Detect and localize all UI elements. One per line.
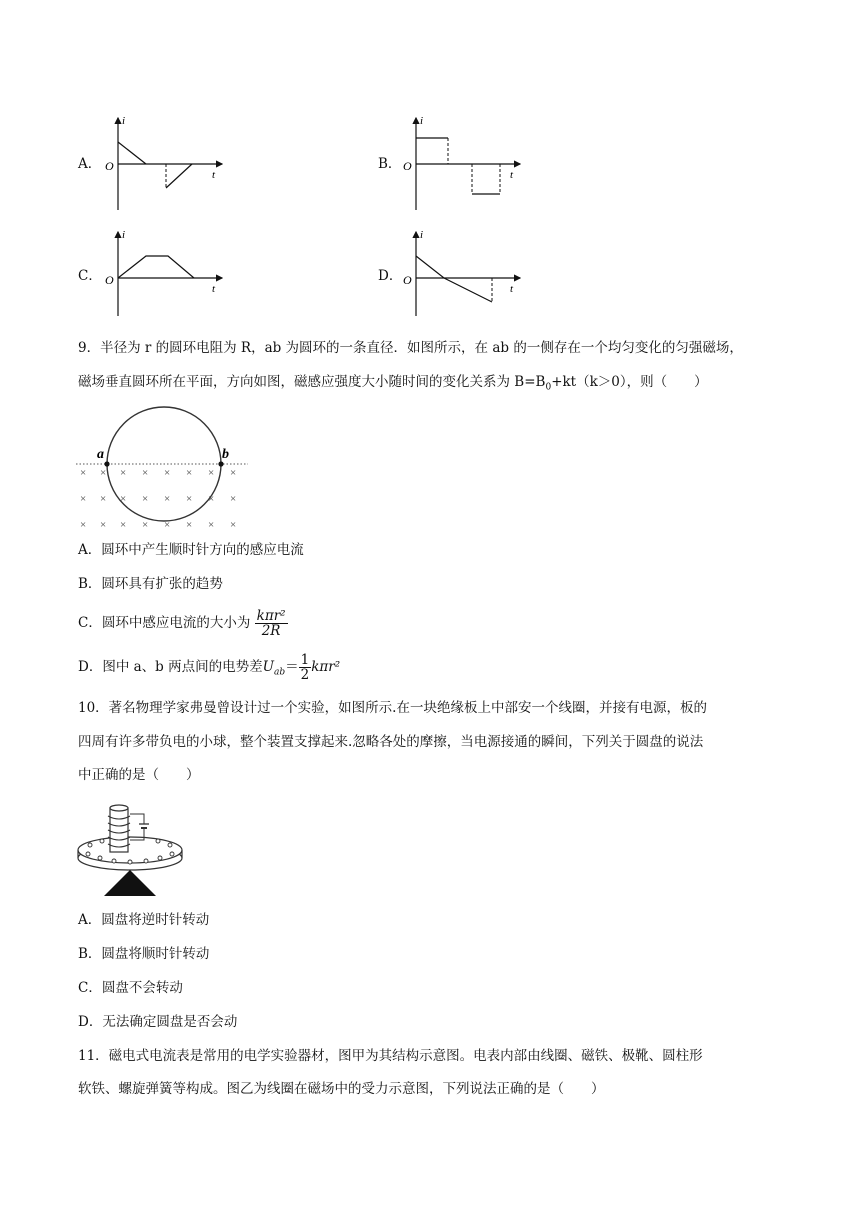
svg-text:×: × [186, 493, 193, 505]
q8-option-b-letter: B． [378, 156, 402, 172]
q9-option-c: C．圆环中感应电流的大小为 $\frac{\text{kπr²}}{2R}$ [78, 608, 286, 639]
point-b [218, 461, 223, 466]
origin-label: O [105, 159, 114, 173]
svg-text:×: × [230, 519, 237, 531]
y-axis-label: i [122, 229, 126, 241]
x-axis-label: t [510, 169, 514, 181]
support-triangle [104, 870, 156, 896]
q8-graph-a [102, 112, 232, 214]
q11-stem-line1: 11．磁电式电流表是常用的电学实验器材，图甲为其结构示意图。电表内部由线圈、磁铁、极靴、圆柱形 [78, 1048, 703, 1064]
q9-figure [76, 402, 248, 536]
x-axis-label: t [212, 169, 216, 181]
point-a [104, 461, 109, 466]
origin-label: O [403, 159, 412, 173]
svg-text:×: × [100, 519, 107, 531]
q10-stem-line1: 10．著名物理学家弗曼曾设计过一个实验，如图所示.在一块绝缘板上中部安一个线圈，并接有电源，板的 [78, 700, 707, 716]
svg-text:×: × [100, 467, 107, 479]
svg-text:×: × [186, 519, 193, 531]
q9-option-d: D．图中 a、b 两点间的电势差$U_{ab}=$ $\frac{1}{2}$ kπr² [78, 652, 341, 683]
q10-figure [74, 800, 186, 900]
q8-graph-c [102, 226, 232, 320]
label-b: b [222, 447, 229, 462]
current-curve-negative [166, 164, 192, 188]
q10-option-d: D．无法确定圆盘是否会动 [78, 1014, 238, 1030]
q10-option-c: C．圆盘不会转动 [78, 980, 183, 996]
q10-stem-line2: 四周有许多带负电的小球，整个装置支撑起来.忽略各处的摩擦，当电源接通的瞬间，下列关于圆盘的说法 [78, 734, 704, 750]
svg-text:×: × [142, 519, 149, 531]
x-axis-label: t [510, 283, 514, 295]
q10-stem-line3: 中正确的是（ ） [78, 767, 200, 783]
q11-stem-line2: 软铁、螺旋弹簧等构成。图乙为线圈在磁场中的受力示意图，下列说法正确的是（ ） [78, 1081, 605, 1097]
q10-option-b: B．圆盘将顺时针转动 [78, 946, 210, 962]
label-a: a [97, 447, 104, 462]
svg-text:×: × [120, 467, 127, 479]
svg-text:×: × [142, 467, 149, 479]
origin-label: O [105, 273, 114, 287]
y-axis-label: i [420, 229, 424, 241]
svg-text:×: × [186, 467, 193, 479]
svg-text:×: × [208, 493, 215, 505]
svg-text:×: × [230, 467, 237, 479]
current-curve [118, 142, 146, 164]
q8-option-c-letter: C． [78, 268, 102, 284]
q10-option-a: A．圆盘将逆时针转动 [78, 912, 210, 928]
q8-graph-d [400, 226, 530, 320]
svg-text:×: × [80, 519, 87, 531]
svg-text:×: × [208, 519, 215, 531]
q9-stem-line1: 9．半径为 r 的圆环电阻为 R，ab 为圆环的一条直径．如图所示，在 ab 的一侧存在一个均匀变化的匀强磁场， [78, 340, 743, 356]
q8-option-d-letter: D． [378, 268, 403, 284]
svg-text:×: × [100, 493, 107, 505]
q9-stem-line2: 磁场垂直圆环所在平面，方向如图，磁感应强度大小随时间的变化关系为 $B=B_0+kt(k>0)$，则（ ） [78, 374, 708, 393]
current-curve [416, 256, 492, 302]
svg-text:×: × [80, 467, 87, 479]
y-axis-label: i [420, 115, 424, 127]
x-axis-label: t [212, 283, 216, 295]
svg-text:×: × [120, 493, 127, 505]
q9-option-a: A．圆环中产生顺时针方向的感应电流 [78, 542, 304, 558]
svg-text:×: × [208, 467, 215, 479]
wire [130, 814, 144, 824]
insulating-disc [78, 837, 182, 863]
q8-option-a-letter: A． [78, 156, 102, 172]
origin-label: O [403, 273, 412, 287]
svg-text:×: × [230, 493, 237, 505]
svg-text:×: × [164, 493, 171, 505]
svg-text:×: × [164, 467, 171, 479]
svg-text:×: × [164, 519, 171, 531]
coil-core [110, 808, 128, 852]
q8-graph-b [400, 112, 530, 214]
svg-text:×: × [120, 519, 127, 531]
svg-text:×: × [142, 493, 149, 505]
q9-option-b: B．圆环具有扩张的趋势 [78, 576, 223, 592]
svg-text:×: × [80, 493, 87, 505]
current-curve [118, 256, 194, 278]
y-axis-label: i [122, 115, 126, 127]
